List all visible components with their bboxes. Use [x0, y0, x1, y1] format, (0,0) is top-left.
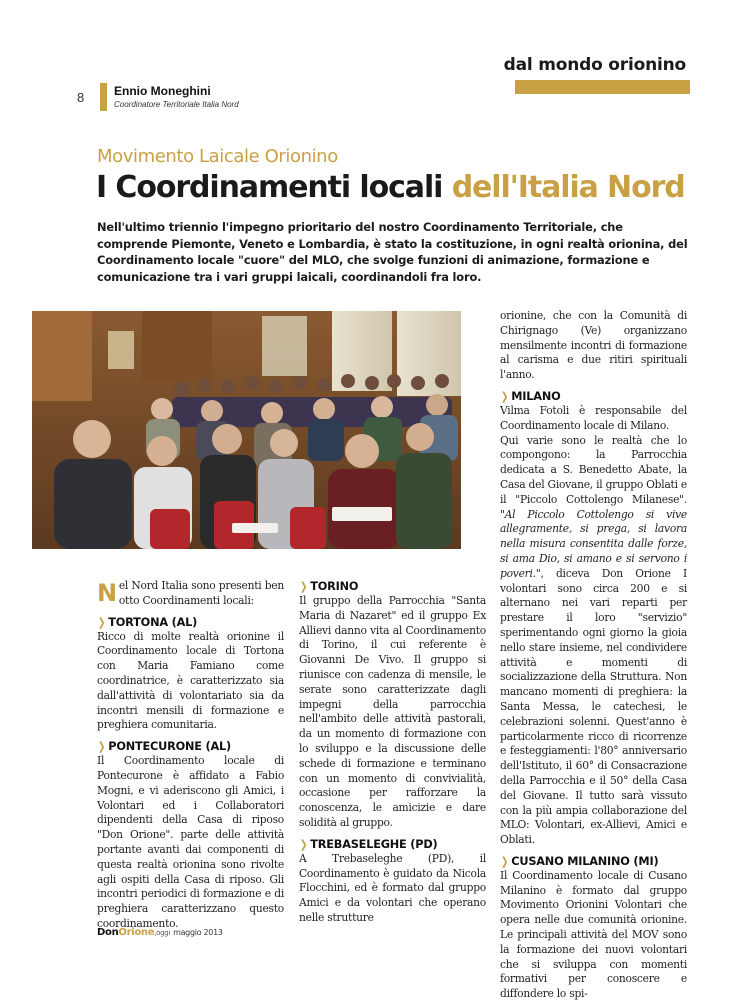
section-heading-cusano: [500, 854, 687, 869]
brand-oggi: ,oggi: [154, 929, 171, 937]
issue-date: maggio 2013: [173, 928, 223, 937]
section-text-trebaseleghe: A Trebaseleghe (PD), il Coordinamento è guidato da Nicola Flocchini, ed è formato dal gruppo Amici e da volontari che operano nelle strutture: [299, 851, 486, 924]
article-kicker: Movimento Laicale Orionino: [97, 146, 338, 167]
drop-cap: N: [97, 579, 117, 607]
chevron-right-icon: ❯: [299, 580, 308, 593]
section-heading-pontecurone: [97, 739, 284, 754]
intro-paragraph: [97, 579, 284, 609]
continued-text: orionine, che con la Comunità di Chirignago (Ve) organizzano mensilmente incontri di formazione al carisma e due ritiri spirituali l'anno.: [500, 309, 687, 382]
milano-text-b: , diceva Don Orione I volontari sono circa 200 e si alternano nei vari reparti per prestare il loro "servizio" sperimentando ogni giorno la gioia nello stare insieme, nel condividere attività e momenti di socializzazione della Struttura. Non mancano momenti di preghiera: la Santa Messa, le catechesi, le celebrazioni solenni. Quest'anno è particolarmente ricco di ricorrenze e festeggiamenti: l'80° anniversario dell'Istituto, il 60° di Consacrazione della Parrocchia e il 50° della Casa del Giovane. Il tutto sarà vissuto con la più ampia collaborazione del MLO: Volontari, ex-Allievi, Amici e Oblati.: [500, 566, 687, 847]
milano-text-a: Qui varie sono le realtà che lo compongono: la Parrocchia dedicata a S. Benedetto Abate, la Casa del Giovane, il gruppo Oblati e il "Piccolo Cottolengo Milanese".: [500, 433, 687, 506]
section-text-milano-1: Vilma Fotoli è responsabile del Coordinamento locale di Milano.: [500, 403, 687, 432]
text-column-3: [500, 309, 687, 1002]
chevron-right-icon: ❯: [97, 615, 106, 629]
section-text-milano-2: [500, 434, 687, 848]
section-text-cusano: Il Coordinamento locale di Cusano Milanino è formato dal gruppo Movimento Orionini Volontari che opera nelle due comunità orionine. Le principali attività del MOV sono la formazione dei nuovi volontari che si sviluppa con momenti formativi per conoscere e diffondere lo spi-: [500, 868, 687, 1001]
heading-text: CUSANO MILANINO (MI): [511, 854, 659, 868]
intro-text: el Nord Italia sono presenti ben otto Coordinamenti locali:: [118, 579, 284, 607]
chevron-right-icon: ❯: [500, 389, 509, 403]
section-heading-torino: [299, 579, 486, 594]
chevron-right-icon: ❯: [97, 740, 106, 754]
chevron-right-icon: ❯: [500, 854, 509, 868]
article-title: [96, 170, 685, 205]
section-text-tortona: Ricco di molte realtà orionine il Coordinamento locale di Tortona con Maria Famiano come coordinatrice, è caratterizzato sia dall'attività di volontariato sia da incontri mensili di formazione e preghiera comunitaria.: [97, 629, 284, 732]
section-text-torino: Il gruppo della Parrocchia "Santa Maria di Nazaret" ed il gruppo Ex Allievi danno vita al Coordinamento di Torino, il cui referente è Giovanni De Vivo. Il gruppo si riunisce con cadenza di mensile, le serate sono caratterizzate dagli impegni della parrocchia nell'ambito delle attività pastorali, da un momento di formazione con lo sviluppo e la discussione delle schede di formazione e terminano con un momento di convivialità, occasione per rafforzare la conoscenza, le amicizie e dare solidità al gruppo.: [299, 594, 486, 829]
section-heading-tortona: [97, 615, 284, 630]
author-name: Ennio Moneghini: [114, 84, 211, 98]
meeting-photo: [32, 311, 461, 549]
text-column-2: [299, 579, 486, 926]
page-number: 8: [77, 90, 85, 105]
section-rubric: dal mondo orionino: [503, 55, 686, 75]
magazine-footer: [97, 927, 223, 938]
text-column-1: [97, 579, 284, 932]
heading-text: MILANO: [511, 389, 561, 403]
heading-text: TREBASELEGHE (PD): [310, 837, 438, 851]
section-heading-milano: [500, 389, 687, 404]
article-lead: Nell'ultimo triennio l'impegno prioritario del nostro Coordinamento Territoriale, che comprende Piemonte, Veneto e Lombardia, è stato la costituzione, in ogni realtà orionina, del Coordinamento locale "cuore" del MLO, che svolge funzioni di animazione, formazione e comunicazione tra i vari gruppi laicali, coordinandoli fra loro.: [97, 220, 688, 284]
rubric-accent-bar: [515, 80, 690, 94]
chevron-right-icon: ❯: [299, 837, 308, 851]
heading-text: TORTONA (AL): [108, 615, 198, 629]
brand-don: Don: [97, 927, 119, 938]
author-accent-bar: [100, 83, 107, 111]
section-text-pontecurone: Il Coordinamento locale di Pontecurone è affidato a Fabio Mogni, e vi aderiscono gli Amici, i Volontari ed i Collaboratori dipendenti della Casa di riposo "Don Orione". parte delle attività portante avanti dai componenti di questa realtà orionina sono rivolte agli ospiti della Casa di riposo. Gli incontri periodici di formazione e di preghiera caratterizzano questo coordinamento.: [97, 754, 284, 930]
section-heading-trebaseleghe: [299, 837, 486, 852]
title-part-2: dell'Italia Nord: [451, 170, 685, 205]
brand-orione: Orione: [118, 927, 155, 938]
meeting-photo-illustration: [32, 311, 461, 549]
author-role: Coordinatore Territoriale Italia Nord: [114, 100, 239, 109]
heading-text: PONTECURONE (AL): [108, 740, 231, 754]
don-orione-quote: "Al Piccolo Cottolengo si vive allegramente, si prega, si lavora nella misura consentita dalle forze, si ama Dio, si amano e si servono i poveri.": [500, 507, 687, 580]
title-part-1: I Coordinamenti locali: [96, 170, 443, 205]
heading-text: TORINO: [310, 580, 359, 593]
